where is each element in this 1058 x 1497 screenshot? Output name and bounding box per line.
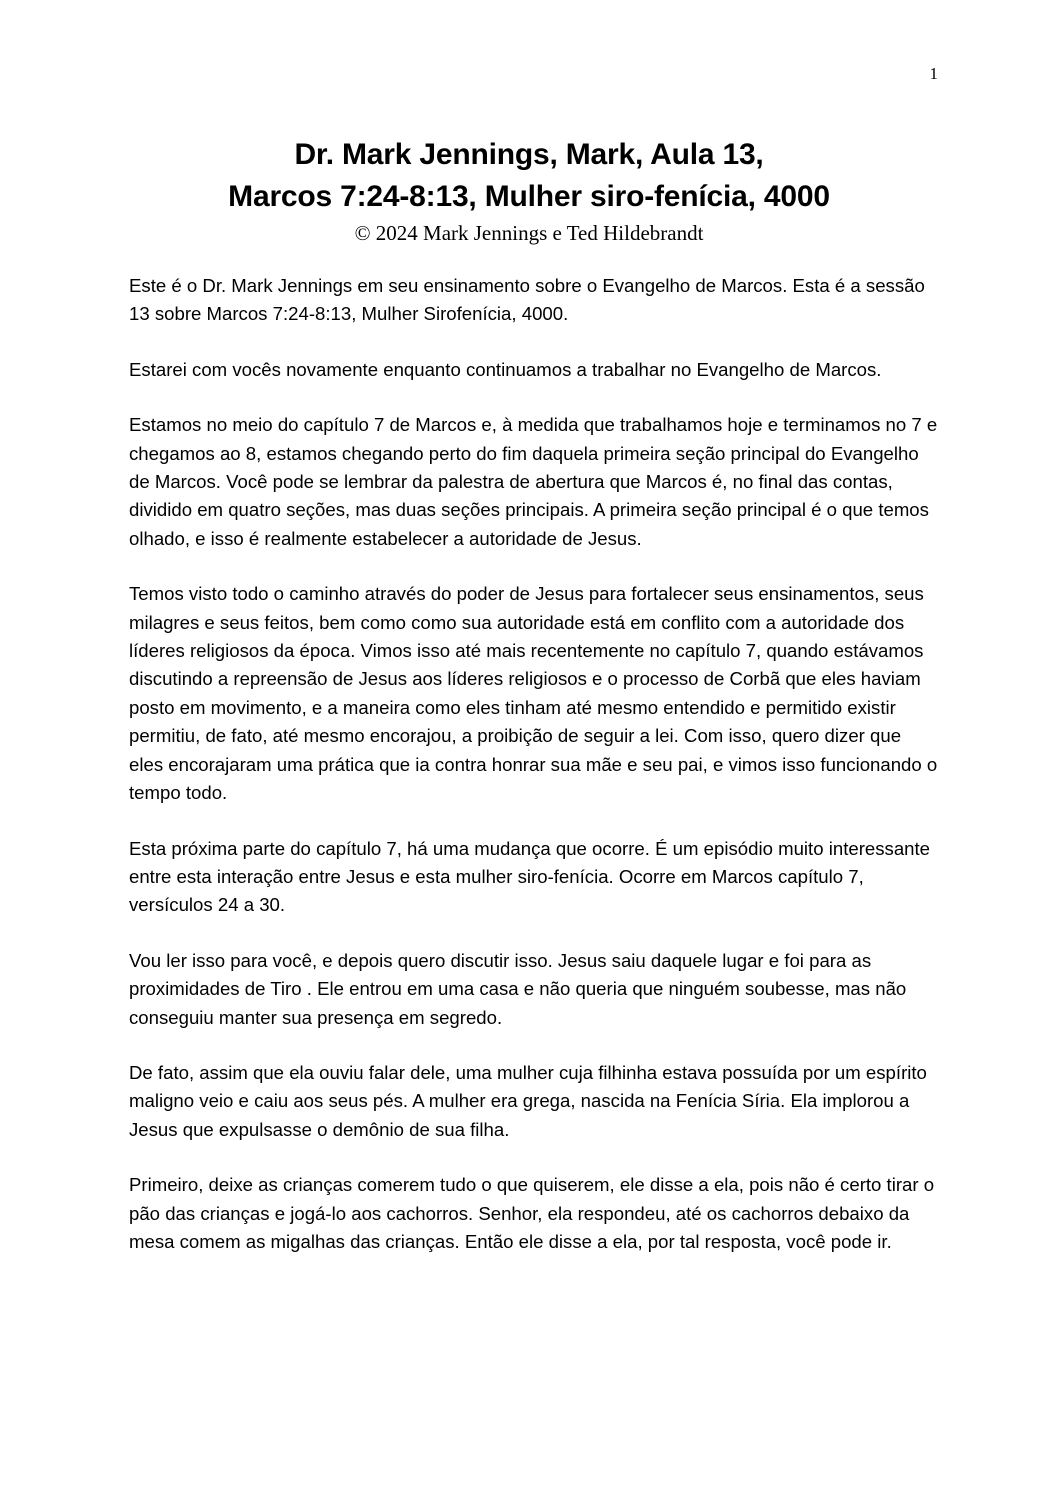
paragraph: Estarei com vocês novamente enquanto continuamos a trabalhar no Evangelho de Marcos. xyxy=(129,358,882,380)
paragraph: Primeiro, deixe as crianças comerem tudo o que quiserem, ele disse a ela, pois não é certo tirar o pão das crianças e jogá-lo aos cachorros. Senhor, ela respondeu, até os cachorros debaixo da mesa comem as migalhas das crianças. Então ele disse a ela, por tal resposta, você pode ir. xyxy=(129,1174,935,1252)
paragraph: De fato, assim que ela ouviu falar dele, uma mulher cuja filhinha estava possuída por um espírito maligno veio e caiu aos seus pés. A mulher era grega, nascida na Fenícia Síria. Ela implorou a Jesus que expulsasse o demônio de sua filha. xyxy=(129,1061,927,1140)
paragraph: Estamos no meio do capítulo 7 de Marcos e, à medida que trabalhamos hoje e terminamos no 7 e chegamos ao 8, estamos chegando perto do fim daquela primeira seção principal do Evangelho de Marcos. Você pode se lembrar da palestra de abertura que Marcos é, no final das contas, dividido em quatro seções, mas duas seções principais. A primeira seção principal é o que temos olhado, e isso é realmente estabelecer a autoridade de Jesus. xyxy=(129,414,938,549)
page-number: 1 xyxy=(929,64,938,83)
page-title-line-2: Marcos 7:24-8:13, Mulher siro-fenícia, 4000 xyxy=(228,180,830,213)
page-title-line-1: Dr. Mark Jennings, Mark, Aula 13, xyxy=(294,138,764,171)
copyright-notice: © 2024 Mark Jennings e Ted Hildebrandt xyxy=(354,221,704,245)
title-block xyxy=(0,134,1058,246)
body-text xyxy=(129,272,939,1283)
paragraph: Esta próxima parte do capítulo 7, há uma mudança que ocorre. É um episódio muito interessante entre esta interação entre Jesus e esta mulher siro-fenícia. Ocorre em Marcos capítulo 7, versículos 24 a 30. xyxy=(129,837,931,916)
paragraph: Temos visto todo o caminho através do poder de Jesus para fortalecer seus ensinamentos, seus milagres e seus feitos, bem como como sua autoridade está em conflito com a autoridade dos líderes religiosos da época. Vimos isso até mais recentemente no capítulo 7, quando estávamos discutindo a repreensão de Jesus aos líderes religiosos e o processo de Corbã que eles haviam posto em movimento, e a maneira como eles tinham até mesmo entendido e permitido existir permitiu, de fato, até mesmo encorajou, a proibição de seguir a lei. Com isso, quero dizer que eles encorajaram uma prática que ia contra honrar sua mãe e seu pai, e vimos isso funcionando o tempo todo. xyxy=(129,583,938,804)
paragraph: Este é o Dr. Mark Jennings em seu ensinamento sobre o Evangelho de Marcos. Esta é a sessão 13 sobre Marcos 7:24-8:13, Mulher Sirofenícia, 4000. xyxy=(129,275,925,325)
paragraph: Vou ler isso para você, e depois quero discutir isso. Jesus saiu daquele lugar e foi para as proximidades de Tiro . Ele entrou em uma casa e não queria que ninguém soubesse, mas não conseguiu manter sua presença em segredo. xyxy=(129,949,907,1028)
